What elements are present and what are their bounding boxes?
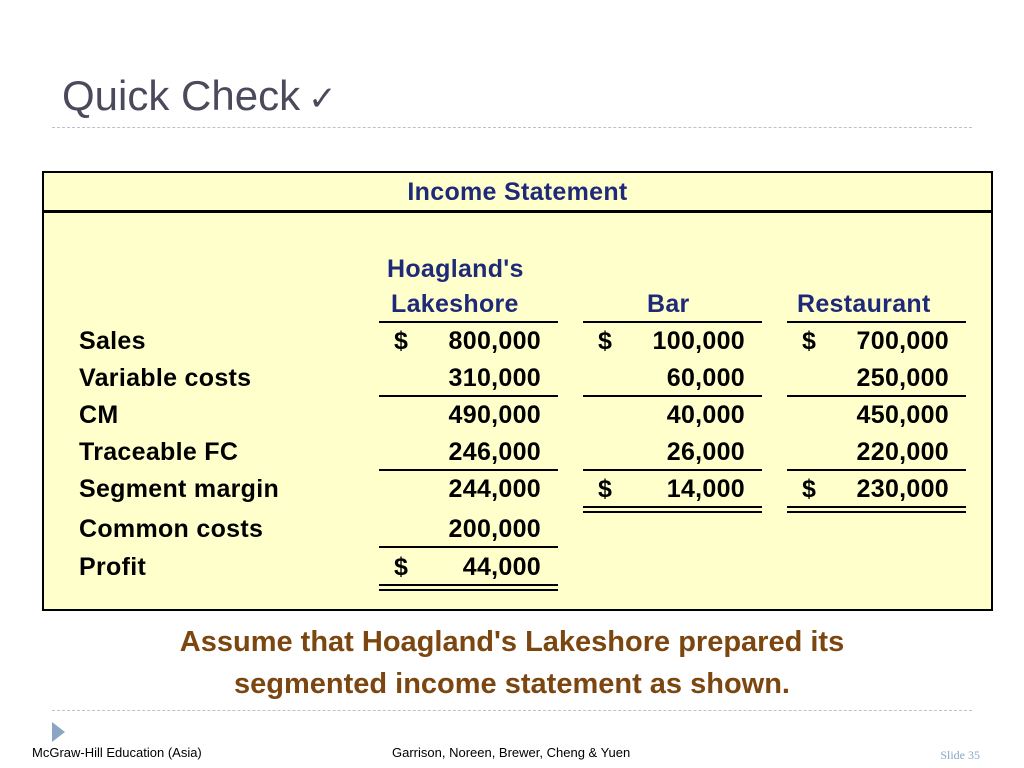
header-underline-restaurant <box>787 321 966 323</box>
cm-restaurant: 450,000 <box>856 401 949 429</box>
slide-title <box>62 72 337 120</box>
subtotal-line-total <box>379 469 558 471</box>
footer-publisher: McGraw-Hill Education (Asia) <box>32 745 202 760</box>
assumption-note-line2: segmented income statement as shown. <box>234 668 790 700</box>
segment-margin-total: 244,000 <box>448 475 541 503</box>
currency-sign: $ <box>802 327 817 355</box>
cm-total: 490,000 <box>448 401 541 429</box>
sales-total: 800,000 <box>448 327 541 355</box>
subtotal-line-restaurant <box>787 395 966 397</box>
column-header-total-line2: Lakeshore <box>391 290 519 318</box>
assumption-note-line1: Assume that Hoagland's Lakeshore prepared its <box>179 626 845 658</box>
row-label-profit: Profit <box>79 553 147 581</box>
traceable-fc-bar: 26,000 <box>666 438 745 466</box>
profit-total: 44,000 <box>462 553 541 581</box>
checkmark-icon: ✓ <box>308 79 337 119</box>
income-statement-panel <box>42 171 993 611</box>
header-underline-bar <box>583 321 762 323</box>
income-statement-heading: Income Statement <box>44 173 991 213</box>
column-header-restaurant: Restaurant <box>797 290 931 318</box>
double-underline-bar <box>583 506 762 513</box>
common-costs-total: 200,000 <box>448 515 541 543</box>
slide-title-text: Quick Check <box>62 72 301 119</box>
segment-margin-bar: 14,000 <box>666 475 745 503</box>
column-header-bar: Bar <box>647 290 690 318</box>
double-underline-restaurant <box>787 506 966 513</box>
row-label-sales: Sales <box>79 327 146 355</box>
subtotal-line-total <box>379 395 558 397</box>
subtotal-line-total <box>379 546 558 548</box>
subtotal-line-bar <box>583 395 762 397</box>
variable-costs-restaurant: 250,000 <box>856 364 949 392</box>
slide-number: Slide 35 <box>940 748 980 762</box>
play-arrow-icon <box>52 722 65 742</box>
sales-bar: 100,000 <box>652 327 745 355</box>
currency-sign: $ <box>394 553 409 581</box>
row-label-traceable-fc: Traceable FC <box>79 438 239 466</box>
row-label-cm: CM <box>79 401 119 429</box>
variable-costs-bar: 60,000 <box>666 364 745 392</box>
double-underline-total <box>379 584 558 591</box>
row-label-common-costs: Common costs <box>79 515 264 543</box>
title-divider <box>52 127 972 128</box>
variable-costs-total: 310,000 <box>448 364 541 392</box>
segment-margin-restaurant: 230,000 <box>856 475 949 503</box>
header-underline-total <box>379 321 558 323</box>
traceable-fc-restaurant: 220,000 <box>856 438 949 466</box>
currency-sign: $ <box>598 475 613 503</box>
footer-authors: Garrison, Noreen, Brewer, Cheng & Yuen <box>392 745 631 760</box>
currency-sign: $ <box>802 475 817 503</box>
footer-divider <box>52 710 972 711</box>
row-label-variable-costs: Variable costs <box>79 364 252 392</box>
subtotal-line-bar <box>583 469 762 471</box>
cm-bar: 40,000 <box>666 401 745 429</box>
traceable-fc-total: 246,000 <box>448 438 541 466</box>
sales-restaurant: 700,000 <box>856 327 949 355</box>
currency-sign: $ <box>598 327 613 355</box>
row-label-segment-margin: Segment margin <box>79 475 280 503</box>
column-header-total-line1: Hoagland's <box>387 255 524 283</box>
subtotal-line-restaurant <box>787 469 966 471</box>
currency-sign: $ <box>394 327 409 355</box>
